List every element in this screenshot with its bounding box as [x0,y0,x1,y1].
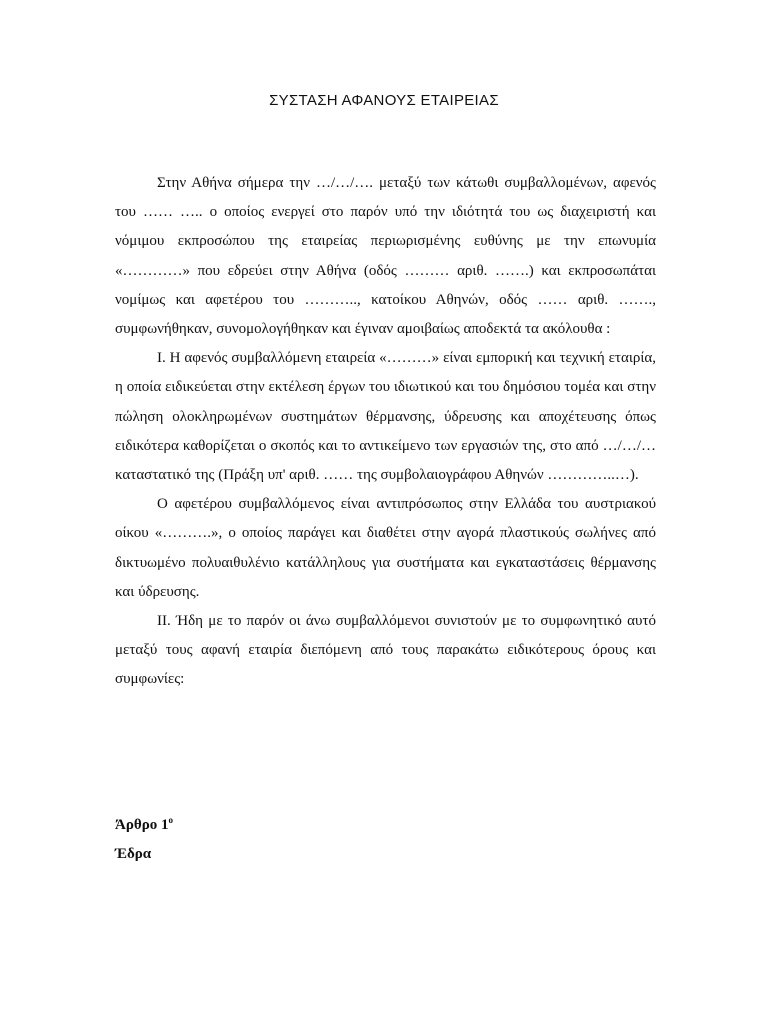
article-ordinal: ο [168,815,173,825]
article-block [115,806,173,869]
article-heading: Έδρα [115,846,152,862]
paragraph-intro: Στην Αθήνα σήμερα την …/…/…. μεταξύ των κάτωθι συμβαλλομένων, αφενός του …… ….. ο οποίος ενεργεί στο παρόν υπό την ιδιότητά του ως διαχειριστή και νόμιμου εκπροσώπου της εταιρείας περιωρισμένης ευθύνης με την επωνυμία «…………» που εδρεύει στην Αθήνα (οδός ……… αριθ. …….) και εκπροσωπάται νομίμως και αφετέρου του ……….., κατοίκου Αθηνών, οδός …… αριθ. ……., συμφωνήθηκαν, συνομολογήθηκαν και έγιναν αμοιβαίως αποδεκτά τα ακόλουθα : [115,175,656,338]
article-label: Άρθρο 1 [115,817,169,833]
article-title [115,806,173,840]
paragraph-section-1: Ι. Η αφενός συμβαλλόμενη εταιρεία «………» είναι εμπορική και τεχνική εταιρία, η οποία ειδικεύεται στην εκτέλεση έργων του ιδιωτικού και του δημόσιου τομέα και στην πώληση ολοκληρωμένων συστημάτων θέρμανσης, ύδρευσης και αποχέτευσης όπως ειδικότερα καθορίζεται ο σκοπός και το αντικείμενο των εργασιών της, στο από …/…/… καταστατικό της (Πράξη υπ' αριθ. …… της συμβολαιογράφου Αθηνών …………..…). [115,350,656,484]
paragraph-counterparty: Ο αφετέρου συμβαλλόμενος είναι αντιπρόσωπος στην Ελλάδα του αυστριακού οίκου «……….», ο οποίος παράγει και διαθέτει στην αγορά πλαστικούς σωλήνες από δικτυωμένο πολυαιθυλένιο κατάλληλους για συστήματα και εγκαταστάσεις θέρμανσης και ύδρευσης. [115,496,656,600]
paragraph-section-2: ΙΙ. Ήδη με το παρόν οι άνω συμβαλλόμενοι συνιστούν με το συμφωνητικό αυτό μεταξύ τους αφανή εταιρία διεπόμενη από τους παρακάτω ειδικότερους όρους και συμφωνίες: [115,613,656,688]
document-body [115,169,656,695]
document-title: ΣΥΣΤΑΣΗ ΑΦΑΝΟΥΣ ΕΤΑΙΡΕΙΑΣ [269,92,499,109]
